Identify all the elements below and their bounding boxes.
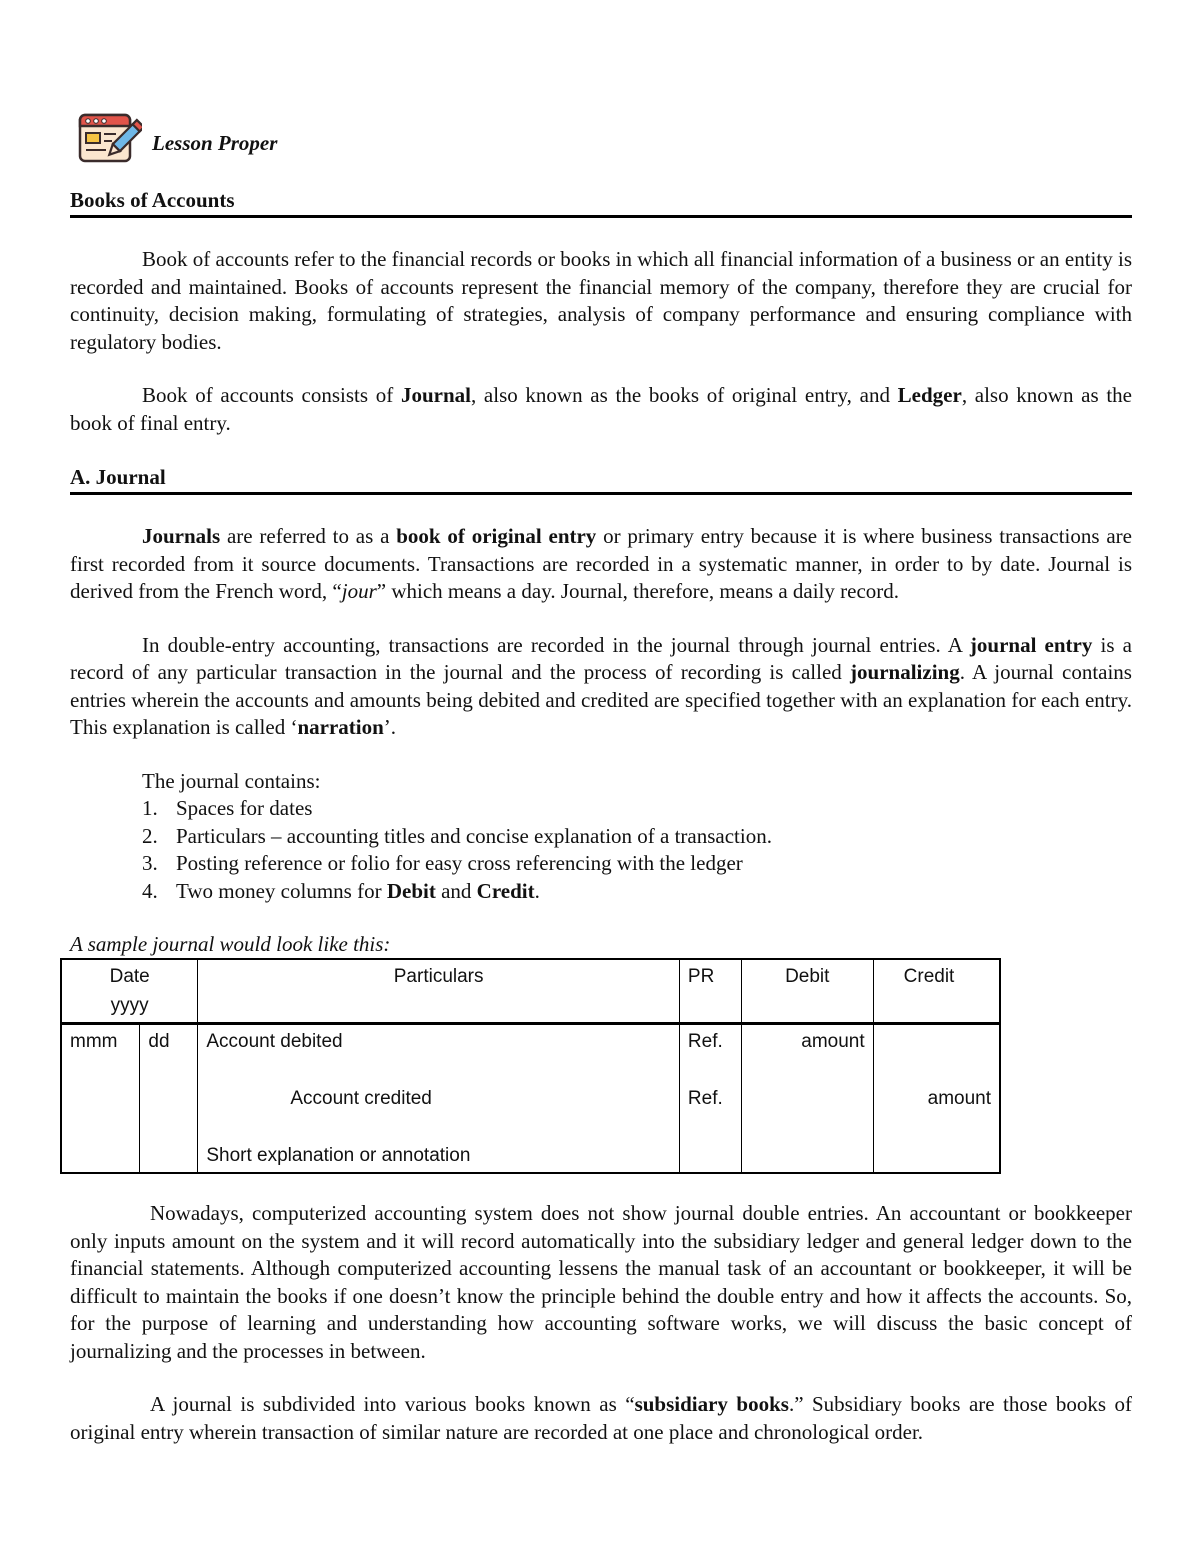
cell-debit: amount: [741, 1024, 873, 1174]
cell-pr: Ref. Ref.: [679, 1024, 741, 1174]
cell-day: dd: [140, 1024, 198, 1174]
header-pr: PR: [679, 959, 741, 1024]
header-date: Date yyyy: [61, 959, 198, 1024]
paragraph-computerized: Nowadays, computerized accounting system does not show journal double entries. An accountant or bookkeeper only inputs amount on the system and it will record automatically into the subsidiary ledger and general ledger down to the financial statements. Although computerized accounting lessens the manual task of an accountant or bookkeeper, it will be difficult to maintain the books if one doesn’t know the principle behind the double entry and how it affects the accounts. So, for the purpose of learning and understanding how accounting software works, we will discuss the basic concept of journalizing and the processes in between.: [70, 1201, 1132, 1363]
table-caption: A sample journal would look like this:: [70, 932, 391, 956]
journal-contents-list: [70, 795, 1132, 905]
cell-month: mmm: [61, 1024, 140, 1174]
term-ledger: Ledger: [897, 383, 962, 407]
edit-window-icon: [78, 112, 142, 171]
paragraph-journal-definition: Journals are referred to as a book of original entry or primary entry because it is where business transactions are first recorded from it source documents. Transactions are recorded in a systematic manner, in order to by date. Journal is derived from the French word, “jour” which means a day. Journal, therefore, means a daily record.: [70, 524, 1132, 603]
paragraph-double-entry: In double-entry accounting, transactions are recorded in the journal through journal entries. A journal entry is a record of any particular transaction in the journal and the process of recording is called journalizing. A journal contains entries wherein the accounts and amounts being debited and credited are specified together with an explanation for each entry. This explanation is called ‘narration’.: [70, 632, 1133, 739]
heading-rule: [70, 215, 1132, 218]
sample-journal-table: [60, 958, 1001, 1174]
heading-rule: [70, 492, 1132, 495]
list-item: 3. Posting reference or folio for easy cross referencing with the ledger: [142, 851, 743, 875]
header-particulars: Particulars: [198, 959, 680, 1024]
cell-particulars: Account debited Account credited Short explanation or annotation: [198, 1024, 680, 1174]
lesson-header: [78, 112, 277, 171]
paragraph-books-definition: Book of accounts refer to the financial records or books in which all financial information of a business or an entity is recorded and maintained. Books of accounts represent the financial memory of the company, therefore they are crucial for continuity, decision making, formulating of strategies, analysis of company performance and ensuring compliance with regulatory bodies.: [70, 247, 1132, 354]
header-debit: Debit: [741, 959, 873, 1024]
table-row: [61, 1024, 1000, 1174]
paragraph-books-consist: Book of accounts consists of Journal, also known as the books of original entry, and Ledger, also known as the book of final entry.: [70, 383, 1132, 435]
section-heading-books-of-accounts: Books of Accounts: [70, 188, 235, 212]
list-intro: The journal contains:: [142, 768, 321, 793]
header-credit: Credit: [873, 959, 1000, 1024]
list-item: 4. Two money columns for Debit and Credit.: [142, 878, 540, 903]
lesson-title: Lesson Proper: [152, 131, 278, 155]
list-item: 1. Spaces for dates: [142, 796, 313, 820]
term-journal: Journal: [400, 383, 471, 407]
table-header-row: [61, 959, 1000, 1024]
cell-credit: amount: [873, 1024, 1000, 1174]
section-heading-journal: A. Journal: [70, 465, 166, 489]
paragraph-subsidiary-books: A journal is subdivided into various books known as “subsidiary books.” Subsidiary books are those books of original entry wherein transaction of similar nature are recorded at one place and chronological order.: [70, 1392, 1132, 1444]
document-body: [70, 186, 1132, 1446]
list-item: 2. Particulars – accounting titles and concise explanation of a transaction.: [142, 823, 772, 848]
